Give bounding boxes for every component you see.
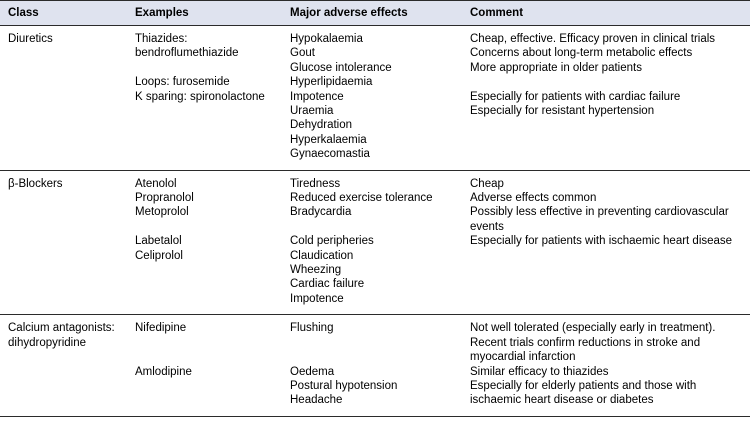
- cell-comment: [462, 315, 750, 416]
- comment-line: Not well tolerated (especially early in treatment).: [470, 322, 716, 335]
- examples-group: [135, 177, 274, 220]
- table-header: [0, 1, 750, 26]
- effect-line: Impotence: [290, 90, 344, 103]
- examples-group: [135, 75, 274, 104]
- comment-line: Similar efficacy to thiazides: [470, 365, 609, 378]
- comment-line: Especially for elderly patients and those with: [470, 379, 697, 392]
- effect-line: Gout: [290, 47, 315, 60]
- effect-line: Gynaecomastia: [290, 148, 370, 161]
- effects-group: [290, 365, 454, 408]
- comment-group: [470, 177, 742, 235]
- comment-line: myocardial infarction: [470, 351, 576, 364]
- effects-group: [290, 90, 454, 162]
- comment-line: Cheap, effective. Efficacy proven in clinical trials: [470, 33, 716, 45]
- cell-class: [0, 26, 127, 171]
- effect-line: Oedema: [290, 365, 335, 378]
- comment-group: [470, 321, 742, 364]
- effect-line: Headache: [290, 394, 343, 407]
- effect-line: Cardiac failure: [290, 278, 365, 291]
- effect-line: Postural hypotension: [290, 379, 398, 392]
- comment-group: [470, 90, 742, 119]
- example-line: Metoprolol: [135, 206, 189, 219]
- example-line: Thiazides:: [135, 33, 188, 45]
- comment-line: Cheap: [470, 177, 504, 190]
- example-line: Labetalol: [135, 235, 182, 248]
- comment-line: Recent trials confirm reductions in stroke and: [470, 336, 701, 349]
- class-line: dihydropyridine: [8, 336, 86, 349]
- example-line: Loops: furosemide: [135, 76, 230, 89]
- cell-examples: [127, 315, 282, 416]
- comment-group: [470, 365, 742, 408]
- effect-line: Dehydration: [290, 119, 353, 132]
- example-line: Nifedipine: [135, 322, 187, 335]
- effect-line: Hyperkalaemia: [290, 133, 367, 146]
- cell-class: [0, 315, 127, 416]
- example-line: Celiprolol: [135, 249, 183, 262]
- effects-group: [290, 234, 454, 306]
- column-header-examples: Examples: [127, 1, 282, 26]
- effects-group: [290, 32, 454, 90]
- cell-examples: [127, 26, 282, 171]
- example-line: Amlodipine: [135, 365, 192, 378]
- cell-adverse-effects: [282, 26, 462, 171]
- comment-line: Concerns about long-term metabolic effects: [470, 47, 693, 60]
- effect-line: Hypokalaemia: [290, 33, 363, 45]
- cell-adverse-effects: [282, 315, 462, 416]
- column-header-comment: Comment: [462, 1, 750, 26]
- comment-line: Especially for patients with cardiac failure: [470, 90, 681, 103]
- comment-line: events: [470, 220, 504, 233]
- comment-group: [470, 234, 742, 248]
- class-group: [8, 321, 119, 350]
- effect-line: Cold peripheries: [290, 235, 374, 248]
- comment-line: Adverse effects common: [470, 192, 597, 205]
- example-line: Propranolol: [135, 192, 194, 205]
- class-line: Calcium antagonists:: [8, 322, 115, 335]
- comment-line: More appropriate in older patients: [470, 61, 642, 74]
- comment-line: Especially for resistant hypertension: [470, 105, 655, 118]
- class-group: [8, 177, 119, 191]
- effect-line: Hyperlipidaemia: [290, 76, 373, 89]
- examples-group: [135, 365, 274, 379]
- comment-group: [470, 32, 742, 75]
- table-header-row: [0, 1, 750, 26]
- example-line: K sparing: spironolactone: [135, 90, 265, 103]
- cell-class: [0, 170, 127, 315]
- table-row: [0, 315, 750, 416]
- example-line: bendroflumethiazide: [135, 47, 239, 60]
- effects-group: [290, 177, 454, 220]
- examples-group: [135, 32, 274, 61]
- effect-line: Tiredness: [290, 177, 341, 190]
- class-line: β-Blockers: [8, 177, 63, 190]
- examples-group: [135, 234, 274, 263]
- effect-line: Claudication: [290, 249, 354, 262]
- effect-line: Wheezing: [290, 264, 342, 277]
- cell-comment: [462, 170, 750, 315]
- cell-adverse-effects: [282, 170, 462, 315]
- table-row: [0, 26, 750, 171]
- effect-line: Uraemia: [290, 105, 334, 118]
- table-body: [0, 26, 750, 417]
- comment-line: Especially for patients with ischaemic heart disease: [470, 235, 733, 248]
- effect-line: Flushing: [290, 322, 334, 335]
- comment-line: Possibly less effective in preventing cardiovascular: [470, 206, 729, 219]
- examples-group: [135, 321, 274, 335]
- class-line: Diuretics: [8, 33, 53, 45]
- effect-line: Glucose intolerance: [290, 61, 392, 74]
- comment-line: ischaemic heart disease or diabetes: [470, 394, 654, 407]
- example-line: Atenolol: [135, 177, 177, 190]
- table-row: [0, 170, 750, 315]
- column-header-major-adverse-effects: Major adverse effects: [282, 1, 462, 26]
- cell-comment: [462, 26, 750, 171]
- cell-examples: [127, 170, 282, 315]
- effect-line: Bradycardia: [290, 206, 352, 219]
- effects-group: [290, 321, 454, 335]
- effect-line: Impotence: [290, 292, 344, 305]
- class-group: [8, 32, 119, 46]
- column-header-class: Class: [0, 1, 127, 26]
- effect-line: Reduced exercise tolerance: [290, 192, 433, 205]
